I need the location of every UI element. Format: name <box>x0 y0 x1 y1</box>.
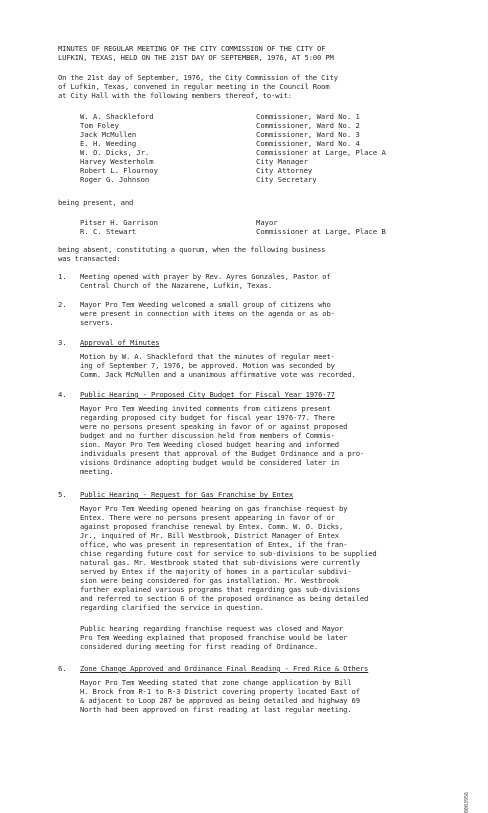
item-text-line: Motion by W. A. Shackleford that the minutes of regular meet- <box>80 352 335 361</box>
item-text-line: regarding proposed city budget for fiscal year 1976-77. There <box>80 413 335 422</box>
item-heading: Approval of Minutes <box>80 338 160 347</box>
intro-line: of Lufkin, Texas, convened in regular meeting in the Council Room <box>58 82 330 91</box>
member-name: Roger G. Johnson <box>80 175 150 184</box>
item-text-line: individuals present that approval of the Budget Ordinance and a pro- <box>80 449 365 458</box>
member-name: R. C. Stewart <box>80 227 137 236</box>
item-text-line: Mayor Pro Tem Weeding opened hearing on gas franchise request by <box>80 504 348 513</box>
member-title: Commissioner, Ward No. 2 <box>256 121 360 130</box>
item-text-line: ing of September 7, 1976, be approved. Motion was seconded by <box>80 361 335 370</box>
item-number: 4. <box>58 390 67 399</box>
item-text-line: meeting. <box>80 467 114 476</box>
member-title: City Secretary <box>256 175 317 184</box>
item-text-line: H. Brock from R-1 to R-3 District covering property located East of <box>80 687 360 696</box>
item-text-line: were no persons present speaking in favor of or against proposed <box>80 422 348 431</box>
member-title: Commissioner, Ward No. 1 <box>256 112 360 121</box>
member-name: Jack McMullen <box>80 130 137 139</box>
item-number: 3. <box>58 338 67 347</box>
item-number: 6. <box>58 664 67 673</box>
member-name: Tom Foley <box>80 121 119 130</box>
member-title: Commissioner, Ward No. 3 <box>256 130 360 139</box>
member-title: Commissioner, Ward No. 4 <box>256 139 360 148</box>
item-text-line: considered during meeting for first reading of Ordinance. <box>80 642 319 651</box>
item-text-line: regarding clarified the service in question. <box>80 603 264 612</box>
item-text-line: office, who was present in representation of Entex, if the fran- <box>80 540 348 549</box>
item-text-line: sion. Mayor Pro Tem Weeding closed budget hearing and informed <box>80 440 339 449</box>
item-text-line: Public hearing regarding franchise request was closed and Mayor <box>80 624 344 633</box>
member-name: Harvey Westerholm <box>80 157 154 166</box>
item-text-line: Mayor Pro Tem Weeding invited comments from citizens present <box>80 404 331 413</box>
absent-label: being present, and <box>58 198 134 207</box>
member-name: Robert L. Flournoy <box>80 166 158 175</box>
item-text-line: visions Ordinance adopting budget would be considered later in <box>80 458 339 467</box>
member-name: Pitser H. Garrison <box>80 218 158 227</box>
item-number: 5. <box>58 490 67 499</box>
member-name: W. A. Shackleford <box>80 112 154 121</box>
item-text-line: Jr., inquired of Mr. Bill Westbrook, District Manager of Entex <box>80 531 339 540</box>
item-number: 2. <box>58 300 67 309</box>
intro-line: at City Hall with the following members thereof, to-wit: <box>58 91 292 100</box>
item-text-line: sion were being considered for gas installation. Mr. Westbrook <box>80 576 339 585</box>
item-heading: Zone Change Approved and Ordinance Final Reading - Fred Rice & Others <box>80 664 369 673</box>
item-text-line: budget and no further discussion held from members of Commis- <box>80 431 335 440</box>
member-title: City Attorney <box>256 166 313 175</box>
item-text-line: Mayor Pro Tem Weeding stated that zone change application by Bill <box>80 678 352 687</box>
item-heading: Public Hearing - Request for Gas Franchise by Entex <box>80 490 294 499</box>
item-text-line: Entex. There were no persons present appearing in favor of or <box>80 513 335 522</box>
item-text-line: natural gas. Mr. Westbrook stated that sub-divisions were currently <box>80 558 360 567</box>
quorum-line: being absent, constituting a quorum, when the following business <box>58 245 326 254</box>
header-line-1: MINUTES OF REGULAR MEETING OF THE CITY COMMISSION OF THE CITY OF <box>58 44 326 53</box>
item-text-line: served by Entex if the majority of homes in a particular subdivi- <box>80 567 352 576</box>
quorum-line: was transacted: <box>58 254 121 263</box>
item-text-line: Meeting opened with prayer by Rev. Ayres Gonzales, Pastor of <box>80 272 331 281</box>
member-title: Commissioner at Large, Place A <box>256 148 386 157</box>
header-line-2: LUFKIN, TEXAS, HELD ON THE 21ST DAY OF SEPTEMBER, 1976, AT 5:00 PM <box>58 53 334 62</box>
item-text-line: Mayor Pro Tem Weeding welcomed a small group of citizens who <box>80 300 331 309</box>
page-code: 0003956 <box>464 792 470 813</box>
item-text-line: Central Church of the Nazarene, Lufkin, Texas. <box>80 281 273 290</box>
item-heading: Public Hearing - Proposed City Budget for Fiscal Year 1976-77 <box>80 390 335 399</box>
item-text-line: North had been approved on first reading at last regular meeting. <box>80 705 352 714</box>
intro-line: On the 21st day of September, 1976, the City Commission of the City <box>58 73 338 82</box>
item-text-line: servers. <box>80 318 114 327</box>
item-number: 1. <box>58 272 67 281</box>
item-text-line: Pro Tem Weeding explained that proposed franchise would be later <box>80 633 348 642</box>
member-title: City Manager <box>256 157 308 166</box>
item-text-line: & adjacent to Loop 287 be approved as being detailed and highway 69 <box>80 696 360 705</box>
item-text-line: were present in connection with items on the agenda or as ob- <box>80 309 335 318</box>
item-text-line: chise regarding future cost for service to sub-divisions to be supplied <box>80 549 377 558</box>
item-text-line: Comm. Jack McMullen and a unanimous affirmative vote was recorded. <box>80 370 356 379</box>
member-name: W. O. Dicks, Jr. <box>80 148 150 157</box>
member-title: Mayor <box>256 218 278 227</box>
item-text-line: further explained various programs that regarding gas sub-divisions <box>80 585 360 594</box>
item-text-line: against proposed franchise renewal by Entex. Comm. W. O. Dicks, <box>80 522 344 531</box>
item-text-line: and referred to section 6 of the proposed ordinance as being detailed <box>80 594 369 603</box>
member-name: E. H. Weeding <box>80 139 137 148</box>
member-title: Commissioner at Large, Place B <box>256 227 386 236</box>
